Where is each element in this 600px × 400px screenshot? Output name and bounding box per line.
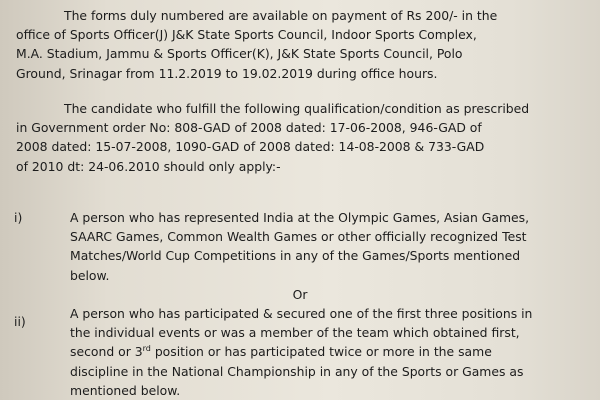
text-line: 2008 dated: 15-07-2008, 1090-GAD of 2008 dated: 14-08-2008 & 733-GAD <box>16 139 485 155</box>
or-separator: Or <box>292 287 308 302</box>
text-line: The forms duly numbered are available on payment of Rs 200/- in the <box>64 8 498 23</box>
text-line: M.A. Stadium, Jammu & Sports Officer(K), J&K State Sports Council, Polo <box>16 46 463 62</box>
text-line: office of Sports Officer(J) J&K State Sports Council, Indoor Sports Complex, <box>16 27 477 43</box>
text-line: Ground, Srinagar from 11.2.2019 to 19.02.2019 during office hours. <box>16 65 438 81</box>
text-line: mentioned below. <box>70 382 181 398</box>
text-line: A person who has represented India at the Olympic Games, Asian Games, <box>70 210 530 225</box>
text-line: Matches/World Cup Competitions in any of the Games/Sports mentioned <box>70 248 521 264</box>
list-marker: i) <box>14 210 23 225</box>
list-marker: ii) <box>14 314 26 329</box>
text-line: of 2010 dt: 24-06.2010 should only apply:- <box>16 158 281 174</box>
ordinal-number: 3 <box>134 344 143 360</box>
list-item-olympic <box>70 208 529 285</box>
text-line: A person who has participated & secured one of the first three positions in <box>70 306 533 321</box>
text-line: SAARC Games, Common Wealth Games or other officially recognized Test <box>70 229 527 245</box>
paragraph-forms-availability <box>16 6 497 83</box>
list-item-national <box>70 304 532 400</box>
text-line: the individual events or was a member of the team which obtained first, <box>70 325 520 341</box>
ordinal-suffix: rd <box>142 344 151 354</box>
text-line: below. <box>70 267 110 283</box>
text-line: The candidate who fulfill the following qualification/condition as prescribed <box>64 101 530 116</box>
text-line ordinal-line: second or 3rd position or has participated twice or more in the same <box>70 344 492 360</box>
paragraph-eligibility <box>16 99 529 176</box>
text-line: in Government order No: 808-GAD of 2008 dated: 17-06-2008, 946-GAD of <box>16 120 482 136</box>
text-line: discipline in the National Championship in any of the Sports or Games as <box>70 363 524 379</box>
